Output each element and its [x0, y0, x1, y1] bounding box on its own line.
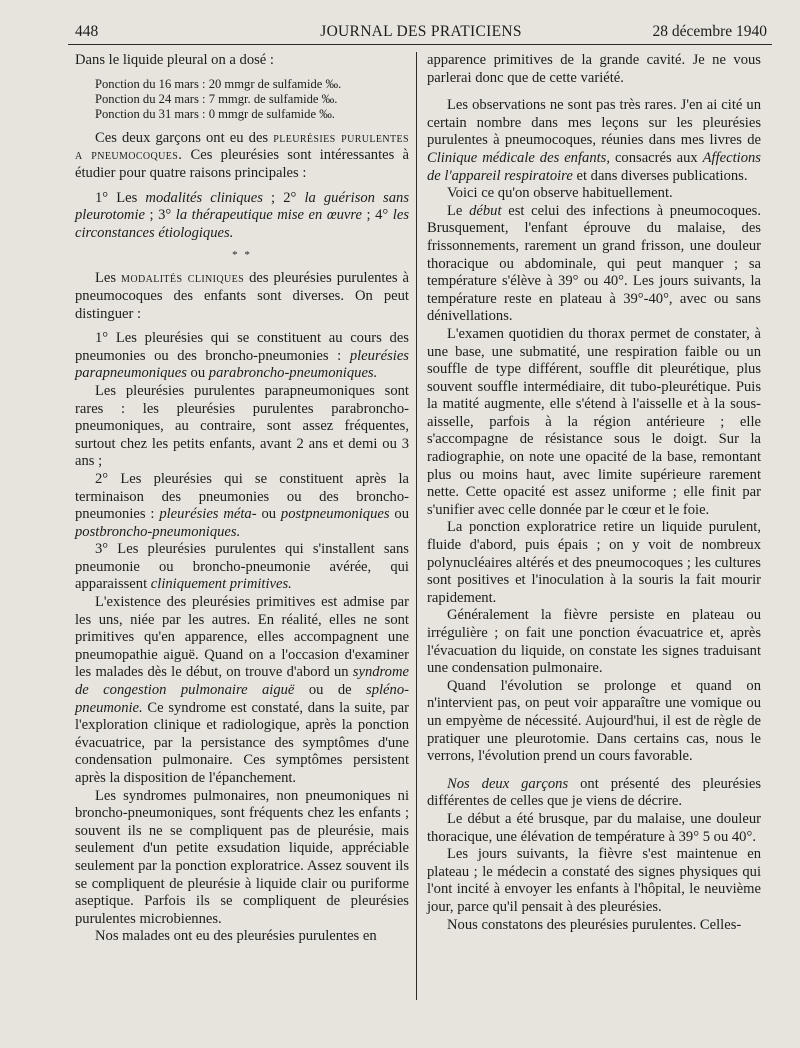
paragraph: 1° Les modalités cliniques ; 2° la guérison sans pleurotomie ; 3° la thérapeutique mise en œuvre ; 4° les circonstances étiologiques.: [75, 189, 410, 241]
journal-title: JOURNAL DES PRATICIENS: [320, 23, 522, 40]
paragraph: Les observations ne sont pas très rares. J'en ai cité un certain nombre dans mes leçons sur les pleurésies purulentes à pneumocoques, réunies dans mes livres de Clinique médicale des enfants, consacrés aux Affections de l'appareil respiratoire et dans diverses publications.: [427, 97, 761, 184]
right-column: [427, 52, 761, 934]
dose-intro: Dans le liquide pleural on a dosé :: [75, 52, 274, 68]
paragraph: 3° Les pleurésies purulentes qui s'installent sans pneumonie ou broncho-pneumonie avérée, qui apparaissent cliniquement primitives.: [75, 541, 409, 593]
issue-date: 28 décembre 1940: [652, 23, 767, 40]
section-stars: * *: [232, 249, 252, 262]
paragraph: Voici ce qu'on observe habituellement.: [447, 185, 673, 202]
page-number: 448: [75, 23, 99, 40]
page-header: [75, 22, 767, 42]
spacer: [75, 70, 409, 77]
paragraph: Les jours suivants, la fièvre s'est maintenue en plateau ; le médecin a constaté des signes physiques qui l'ont incité à envoyer les enfants à l'hôpital, le neuvième jour, parce qu'il pensait à des pleurésies.: [427, 846, 761, 915]
paragraph: Ces deux garçons ont eu des pleurésies purulentes a pneumocoques. Ces pleurésies sont intéressantes à étudier pour quatre raisons principales :: [75, 129, 410, 181]
paragraph: Les pleurésies purulentes parapneumoniques sont rares : les pleurésies purulentes parabroncho-pneumoniques, au contraire, sont assez fréquentes, surtout chez les petits enfants, avant 2 ans et demi ou 3 ans ;: [75, 382, 409, 470]
paragraph: Nos malades ont eu des pleurésies purulentes en: [95, 928, 377, 945]
paragraph: Généralement la fièvre persiste en plateau ou irrégulière ; on fait une ponction évacuatrice et, après l'évacuation du liquide, on constate les signes traduisant une condensation pulmonaire.: [427, 607, 761, 677]
paragraph: L'existence des pleurésies primitives est admise par les uns, niée par les autres. En réalité, elles ne sont primitives qu'en apparence, elles accompagnent une pneumopathie aiguë. Quand on a l'occasion d'examiner les malades dès le début, on trouve d'abord un syndrome de congestion pulmonaire aiguë ou de spléno-pneumonie. Ce syndrome est constaté, dans la suite, par l'exploration clinique et radiologique, après la ponction évacuatrice, par la persistance des symptômes d'une condensation pulmonaire. Ces symptômes persistent après la disposition de l'épanchement.: [75, 594, 409, 786]
dose-line: Ponction du 24 mars : 7 mmgr. de sulfamide ‰.: [95, 92, 338, 106]
paragraph: Le début est celui des infections à pneumocoques. Brusquement, l'enfant éprouve du malaise, des frissonnements, rarement un grand frisson, une douleur thoracique ou abdominale, qui peut manquer ; sa température s'élève à 39° ou 40°. Les jours suivants, la température reste en plateau à 39°-40°, avec ou sans dénivellations.: [427, 202, 762, 325]
spacer: [75, 123, 409, 130]
spacer: [427, 87, 761, 97]
paragraph: Nous constatons des pleurésies purulentes. Celles-: [447, 916, 742, 933]
column-divider: [416, 52, 417, 1000]
spacer: [427, 766, 761, 776]
spacer: [75, 323, 409, 330]
paragraph: L'examen quotidien du thorax permet de constater, à une base, une submatité, une respiration faible ou un souffle de type différent, souffle dit pleurétique, plus souvent souffle intermédiaire, dit tubo-pleurétique. Puis la matité augmente, elle s'étend à l'aisselle et à la sous-aisselle, parfois à la région antérieure ; elle s'accompagne de résistance sous le doigt. Sur la radiographie, on note une opacité de la base, remontant plus ou moins haut, avec limite supérieure rarement nette. Cette opacité est assez uniforme ; elle finit par s'unifier avec celle donnée par le cœur et le foie.: [427, 325, 761, 518]
paragraph: 2° Les pleurésies qui se constituent après la terminaison des pneumonies ou des broncho-pneumonies : pleurésies méta- ou postpneumoniques ou postbroncho-pneumoniques.: [75, 470, 409, 540]
dose-line: Ponction du 16 mars : 20 mmgr de sulfamide ‰.: [95, 76, 342, 91]
paragraph: Nos deux garçons ont présenté des pleurésies différentes de celles que je viens de décrire.: [427, 775, 761, 810]
paragraph: Les modalités cliniques des pleurésies purulentes à pneumocoques des enfants sont diverses. On peut distinguer :: [75, 270, 410, 322]
dose-line: Ponction du 31 mars : 0 mmgr de sulfamide ‰.: [95, 107, 335, 122]
spacer: [75, 183, 409, 190]
paragraph: apparence primitives de la grande cavité. Je ne vous parlerai donc que de cette variété.: [427, 52, 761, 86]
header-rule: [68, 44, 772, 45]
paragraph: Quand l'évolution se prolonge et quand on n'intervient pas, on peut voir apparaître une vomique ou un empyème de nécessité. Aujourd'hui, il est de règle de pratiquer une pleurotomie. Dans certains cas, nous le verrons, l'évolution prend un cours favorable.: [427, 677, 761, 765]
paragraph: Le début a été brusque, par du malaise, une douleur thoracique, une élévation de température à 39° 5 ou 40°.: [427, 810, 761, 845]
paragraph: La ponction exploratrice retire un liquide purulent, fluide d'abord, puis épais ; on y voit de nombreux polynucléaires altérés et des pneumocoques ; les cultures sont positives et l'inoculation à la souris la fait mourir rapidement.: [427, 519, 761, 606]
paragraph: 1° Les pleurésies qui se constituent au cours des pneumonies ou des broncho-pneumonies : pleurésies parapneumoniques ou parabroncho-pneumoniques.: [75, 330, 409, 382]
left-column: [75, 52, 409, 946]
paragraph: Les syndromes pulmonaires, non pneumoniques ni broncho-pneumoniques, sont fréquents chez les enfants ; souvent ils ne se compliquent pas de pleurésie, mais seulement d'un petite exsudation liquide, appréciable seulement par la ponction exploratrice. Assez souvent ils se compliquent de pleurésie à liquide clair ou puriforme aseptique. Parfois ils se compliquent de pleurésies purulentes microbiennes.: [75, 787, 409, 927]
